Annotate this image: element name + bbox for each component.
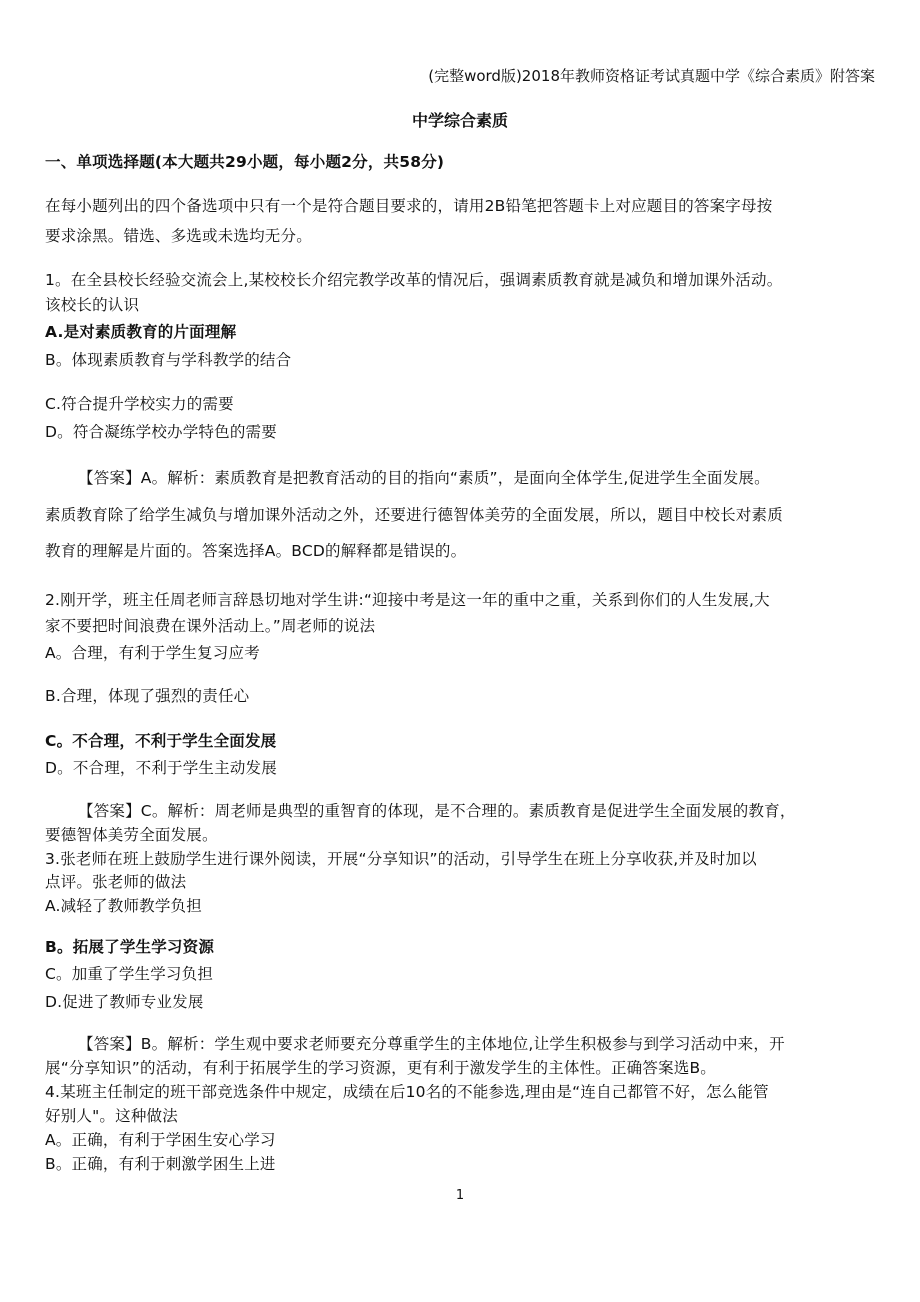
q3-stem-line-2: 点评。张老师的做法 [45, 873, 187, 891]
q2-option-b: B.合理，体现了强烈的责任心 [45, 687, 250, 705]
q2-answer-line-2: 要德智体美劳全面发展。 [45, 826, 218, 844]
q3-stem-line-1: 3.张老师在班上鼓励学生进行课外阅读，开展“分享知识”的活动，引导学生在班上分享收获,并及时加以 [45, 850, 757, 868]
running-header: (完整word版)2018年教师资格证考试真题中学《综合素质》附答案 [428, 67, 875, 85]
q1-answer-line-1: 【答案】A。解析：素质教育是把教育活动的目的指向“素质”，是面向全体学生,促进学生全面发展。 [78, 469, 770, 487]
page-number: 1 [455, 1188, 465, 1203]
q1-stem-line-2: 该校长的认识 [45, 296, 140, 314]
q3-option-d: D.促进了教师专业发展 [45, 993, 204, 1011]
q2-option-d: D。不合理，不利于学生主动发展 [45, 759, 277, 777]
section-heading: 一、单项选择题(本大题共29小题，每小题2分，共58分) [45, 153, 445, 171]
q3-option-c: C。加重了学生学习负担 [45, 965, 214, 983]
q1-option-b: B。体现素质教育与学科教学的结合 [45, 351, 292, 369]
q4-stem-line-1: 4.某班主任制定的班干部竞选条件中规定，成绩在后10名的不能参选,理由是“连自己都管不好，怎么能管 [45, 1083, 769, 1101]
q1-answer-line-2: 素质教育除了给学生减负与增加课外活动之外，还要进行德智体美劳的全面发展，所以，题目中校长对素质 [45, 506, 783, 524]
q2-stem-line-1: 2.刚开学，班主任周老师言辞恳切地对学生讲:“迎接中考是这一年的重中之重，关系到你们的人生发展,大 [45, 591, 770, 609]
instructions-line-1: 在每小题列出的四个备选项中只有一个是符合题目要求的，请用2B铅笔把答题卡上对应题目的答案字母按 [45, 197, 773, 215]
q2-option-c: C。不合理，不利于学生全面发展 [45, 732, 277, 750]
q1-option-c: C.符合提升学校实力的需要 [45, 395, 234, 413]
q2-option-a: A。合理，有利于学生复习应考 [45, 644, 260, 662]
q1-answer-line-3: 教育的理解是片面的。答案选择A。BCD的解释都是错误的。 [45, 542, 467, 560]
q3-answer-line-1: 【答案】B。解析：学生观中要求老师要充分尊重学生的主体地位,让学生积极参与到学习活动中来，开 [78, 1035, 785, 1053]
q3-option-b: B。拓展了学生学习资源 [45, 938, 215, 956]
q4-stem-line-2: 好别人"。这种做法 [45, 1107, 178, 1125]
q4-option-b: B。正确，有利于刺激学困生上进 [45, 1155, 276, 1173]
q3-option-a: A.减轻了教师教学负担 [45, 897, 202, 915]
instructions-line-2: 要求涂黑。错选、多选或未选均无分。 [45, 227, 312, 245]
document-title: 中学综合素质 [411, 111, 508, 130]
q1-stem-line-1: 1。在全县校长经验交流会上,某校校长介绍完教学改革的情况后，强调素质教育就是减负和增加课外活动。 [45, 271, 783, 289]
q2-answer-line-1: 【答案】C。解析：周老师是典型的重智育的体现，是不合理的。素质教育是促进学生全面发展的教育， [78, 802, 796, 820]
q1-option-d: D。符合凝练学校办学特色的需要 [45, 423, 277, 441]
q2-stem-line-2: 家不要把时间浪费在课外活动上。”周老师的说法 [45, 617, 376, 635]
q1-option-a: A.是对素质教育的片面理解 [45, 323, 237, 341]
q3-answer-line-2: 展“分享知识”的活动，有利于拓展学生的学习资源，更有利于激发学生的主体性。正确答案选B。 [45, 1059, 716, 1077]
q4-option-a: A。正确，有利于学困生安心学习 [45, 1131, 276, 1149]
